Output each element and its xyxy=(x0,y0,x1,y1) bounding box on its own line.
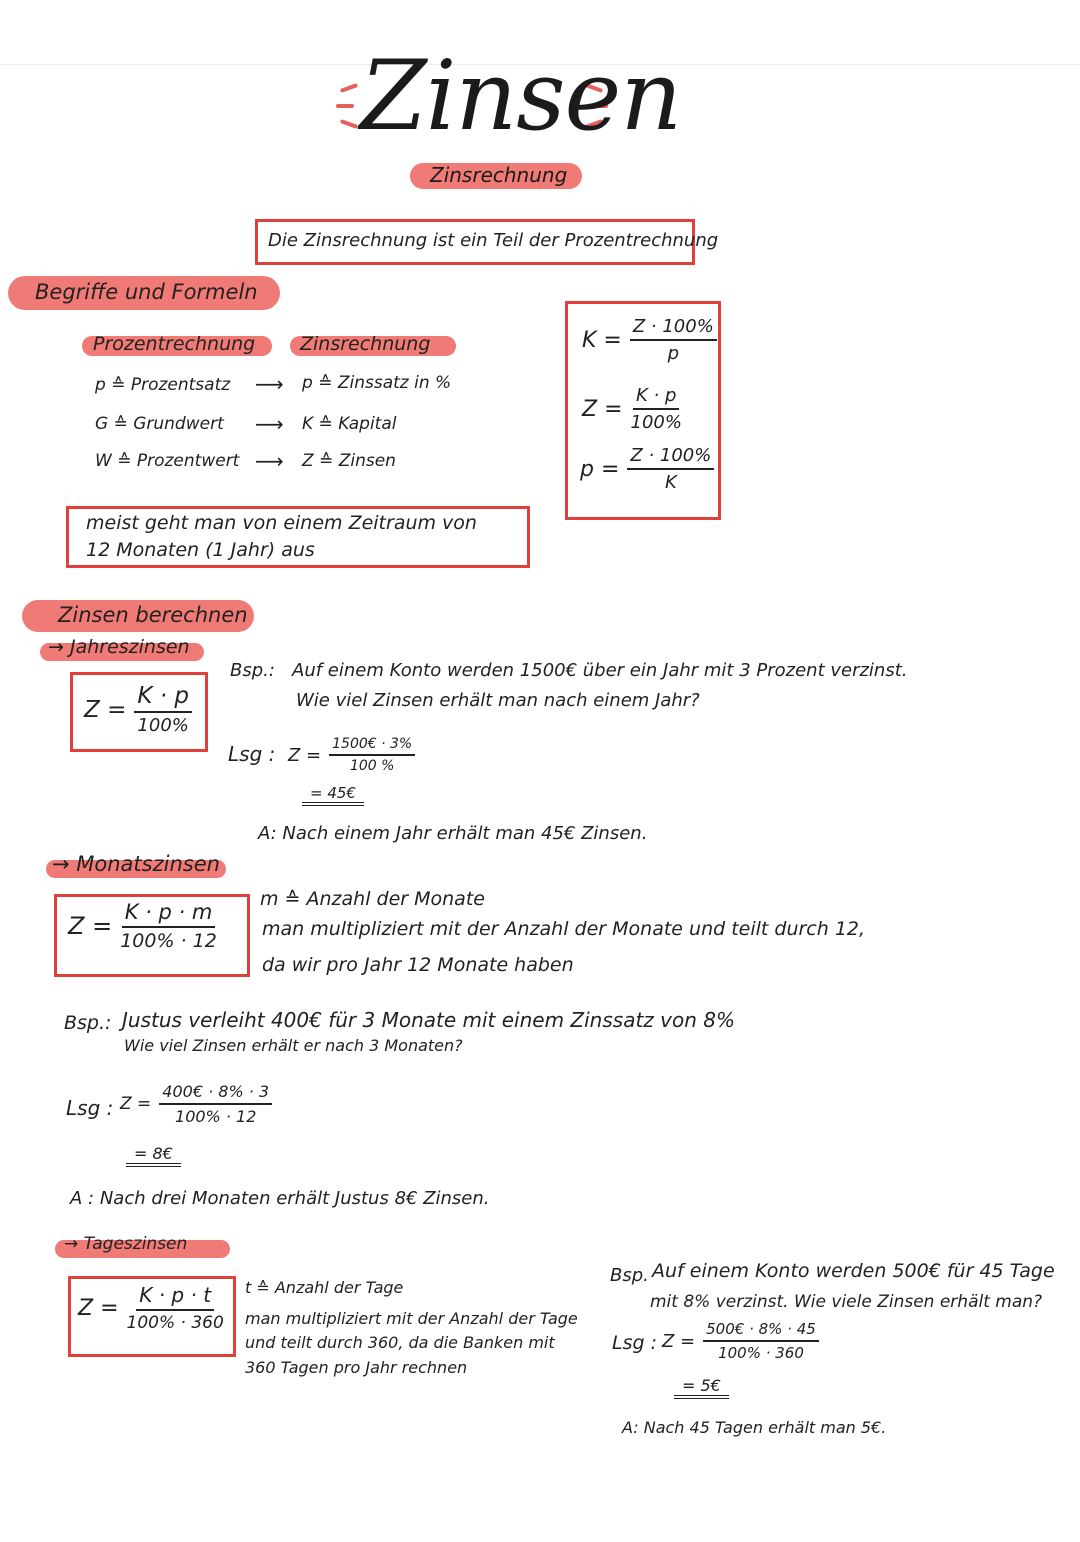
solution-numerator: 500€ · 8% · 45 xyxy=(703,1320,819,1342)
formula-lhs: Z = xyxy=(68,912,113,940)
formula-numerator: K · p · m xyxy=(122,900,216,928)
minor-heading-monatszinsen: → Monatszinsen xyxy=(52,852,220,876)
example-label: Bsp. xyxy=(610,1265,649,1286)
formula-denominator: K xyxy=(664,472,677,493)
solution-denominator: 100% · 360 xyxy=(718,1344,804,1362)
formula-fraction xyxy=(631,385,682,433)
formula-k xyxy=(582,316,717,364)
explanation-line: man multipliziert mit der Anzahl der Monate und teilt durch 12, xyxy=(262,918,866,940)
formula-fraction xyxy=(120,900,217,952)
example-label: Bsp.: xyxy=(230,660,275,681)
solution-label: Lsg : xyxy=(66,1096,114,1120)
formula-denominator: 100% · 360 xyxy=(126,1313,224,1333)
solution-formula xyxy=(288,736,415,774)
mapping-left: W ≙ Prozentwert xyxy=(95,451,240,471)
mapping-right: K ≙ Kapital xyxy=(302,414,397,434)
title-deco-dash xyxy=(340,83,358,93)
solution-numerator: 1500€ · 3% xyxy=(329,736,415,756)
title-deco-dash xyxy=(340,119,358,129)
solution-lhs: Z = xyxy=(120,1094,152,1114)
minor-heading-jahreszinsen: → Jahreszinsen xyxy=(48,636,190,658)
answer-text: A : Nach drei Monaten erhält Justus 8€ Zinsen. xyxy=(70,1188,490,1209)
formula-monatszinsen xyxy=(68,900,217,952)
formula-fraction xyxy=(630,316,717,364)
formula-numerator: K · p xyxy=(633,385,679,410)
solution-result: = 45€ xyxy=(302,784,364,806)
answer-text: A: Nach 45 Tagen erhält man 5€. xyxy=(622,1418,887,1437)
solution-lhs: Z = xyxy=(288,744,322,766)
formula-jahreszinsen xyxy=(84,683,192,736)
solution-lhs: Z = xyxy=(662,1330,696,1352)
example-label: Bsp.: xyxy=(64,1012,112,1034)
formula-denominator: 100% xyxy=(137,715,189,736)
note-line: meist geht man von einem Zeitraum von xyxy=(86,512,477,534)
explanation-line: man multipliziert mit der Anzahl der Tage xyxy=(245,1309,578,1328)
formula-tageszinsen xyxy=(78,1283,224,1333)
example-text: Justus verleiht 400€ für 3 Monate mit einem Zinssatz von 8% xyxy=(122,1008,735,1032)
mapping-right: p ≙ Zinssatz in % xyxy=(302,373,452,393)
solution-result: = 8€ xyxy=(126,1144,181,1167)
example-question: mit 8% verzinst. Wie viele Zinsen erhält man? xyxy=(650,1292,1043,1312)
mapping-arrow: ⟶ xyxy=(255,449,284,473)
formula-lhs: Z = xyxy=(78,1295,119,1321)
formula-fraction xyxy=(127,1283,224,1333)
solution-label: Lsg : xyxy=(612,1332,657,1354)
explanation-line: da wir pro Jahr 12 Monate haben xyxy=(262,954,574,976)
solution-fraction xyxy=(329,736,415,774)
formula-numerator: K · p · t xyxy=(136,1283,214,1311)
formula-fraction xyxy=(627,445,714,493)
solution-label: Lsg : xyxy=(228,742,276,766)
definition-text: Die Zinsrechnung ist ein Teil der Prozentrechnung xyxy=(268,230,719,251)
note-line: 12 Monaten (1 Jahr) aus xyxy=(86,539,315,561)
note-text xyxy=(86,510,516,564)
explanation-line: m ≙ Anzahl der Monate xyxy=(260,888,485,910)
formula-denominator: 100% · 12 xyxy=(120,930,217,952)
formula-z xyxy=(582,385,682,433)
example-question: Wie viel Zinsen erhält man nach einem Jahr? xyxy=(296,690,700,711)
explanation-line: t ≙ Anzahl der Tage xyxy=(245,1278,404,1297)
solution-fraction xyxy=(159,1082,272,1126)
formula-lhs: Z = xyxy=(84,696,127,723)
solution-formula xyxy=(662,1320,819,1362)
mapping-arrow: ⟶ xyxy=(255,372,284,396)
formula-lhs: p = xyxy=(580,456,620,482)
formula-numerator: Z · 100% xyxy=(630,316,717,341)
solution-formula xyxy=(120,1082,272,1126)
formula-lhs: Z = xyxy=(582,396,623,422)
example-text: Auf einem Konto werden 1500€ über ein Jahr mit 3 Prozent verzinst. xyxy=(292,660,908,681)
solution-numerator: 400€ · 8% · 3 xyxy=(159,1082,272,1105)
minor-heading-tageszinsen: → Tageszinsen xyxy=(64,1234,188,1254)
formula-denominator: 100% xyxy=(630,412,682,433)
solution-fraction xyxy=(703,1320,819,1362)
formula-fraction xyxy=(134,683,192,736)
formula-denominator: p xyxy=(667,343,680,364)
explanation-line: 360 Tagen pro Jahr rechnen xyxy=(245,1358,468,1377)
mapping-right: Z ≙ Zinsen xyxy=(302,451,396,471)
title-deco-dash xyxy=(336,104,354,108)
page-subtitle: Zinsrechnung xyxy=(430,163,568,187)
solution-denominator: 100 % xyxy=(349,758,395,774)
answer-text: A: Nach einem Jahr erhält man 45€ Zinsen. xyxy=(258,823,648,844)
section-heading-zinsen-berechnen: Zinsen berechnen xyxy=(58,603,248,627)
subheading-zinsrechnung: Zinsrechnung xyxy=(300,333,431,355)
example-text: Auf einem Konto werden 500€ für 45 Tage xyxy=(652,1260,1055,1282)
formula-numerator: Z · 100% xyxy=(627,445,714,470)
mapping-arrow: ⟶ xyxy=(255,412,284,436)
section-heading-begriffe: Begriffe und Formeln xyxy=(35,280,258,304)
example-question: Wie viel Zinsen erhält er nach 3 Monaten? xyxy=(124,1036,463,1055)
formula-p xyxy=(580,445,714,493)
page-title: Zinsen xyxy=(360,40,682,152)
solution-result: = 5€ xyxy=(674,1376,729,1399)
explanation-line: und teilt durch 360, da die Banken mit xyxy=(245,1333,555,1352)
mapping-left: p ≙ Prozentsatz xyxy=(95,375,231,395)
formula-lhs: K = xyxy=(582,327,622,353)
mapping-left: G ≙ Grundwert xyxy=(95,414,224,434)
solution-denominator: 100% · 12 xyxy=(175,1107,257,1126)
subheading-prozentrechnung: Prozentrechnung xyxy=(93,333,256,355)
formula-numerator: K · p xyxy=(134,683,192,713)
